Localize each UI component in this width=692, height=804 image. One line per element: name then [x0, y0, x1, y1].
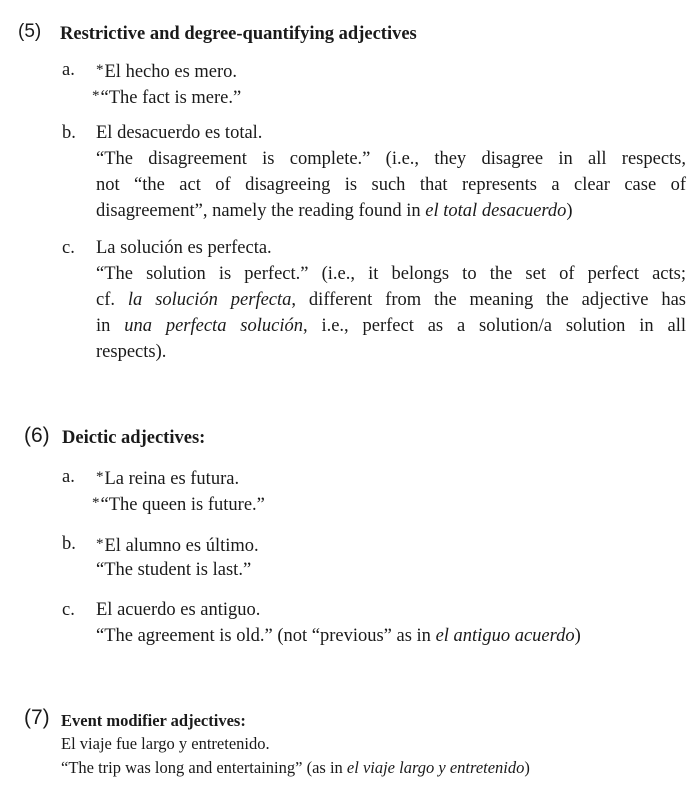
ungrammatical-star: *	[96, 469, 104, 485]
item-5c-line-2: “The solution is perfect.” (i.e., it belongs to the set of perfect acts;	[96, 264, 686, 284]
item-label-6b: b.	[62, 534, 76, 554]
example-heading-6: Deictic adjectives:	[62, 428, 206, 448]
item-6c-line-1: El acuerdo es antiguo.	[96, 600, 261, 620]
example-number-7: (7)	[24, 706, 50, 729]
item-5b-line-1: El desacuerdo es total.	[96, 123, 263, 143]
item-5a-line-2: *“The fact is mere.”	[92, 88, 242, 108]
ungrammatical-star: *	[96, 536, 104, 552]
item-5b-line-3: not “the act of disagreeing is such that represents a clear case of	[96, 175, 686, 195]
item-5c-line-5: respects).	[96, 342, 167, 362]
item-6b-line-1: *El alumno es último.	[96, 536, 259, 556]
item-6b-line-2: “The student is last.”	[96, 560, 252, 580]
example-heading-7: Event modifier adjectives:	[61, 711, 246, 730]
item-label-5a: a.	[62, 60, 75, 80]
item-6c-line-2: “The agreement is old.” (not “previous” as in el antiguo acuerdo)	[96, 626, 581, 646]
item-label-5c: c.	[62, 238, 75, 258]
example-number-6: (6)	[24, 424, 50, 447]
item-5b-line-2: “The disagreement is complete.” (i.e., they disagree in all respects,	[96, 149, 686, 169]
ungrammatical-star: *	[92, 495, 100, 511]
item-6a-line-2: *“The queen is future.”	[92, 495, 265, 515]
item-label-6c: c.	[62, 600, 75, 620]
item-5c-line-3: cf. la solución perfecta, different from the meaning the adjective has	[96, 290, 686, 310]
ungrammatical-star: *	[96, 62, 104, 78]
example-heading-5: Restrictive and degree-quantifying adjectives	[60, 24, 417, 44]
item-5a-line-1: *El hecho es mero.	[96, 62, 238, 82]
example-number-5: (5)	[18, 21, 42, 42]
example-7-line-2: “The trip was long and entertaining” (as in el viaje largo y entretenido)	[61, 758, 530, 777]
item-5c-line-4: in una perfecta solución, i.e., perfect as a solution/a solution in all	[96, 316, 686, 336]
ungrammatical-star: *	[92, 88, 100, 104]
item-5c-line-1: La solución es perfecta.	[96, 238, 272, 258]
item-label-6a: a.	[62, 467, 75, 487]
item-6a-line-1: *La reina es futura.	[96, 469, 240, 489]
example-7-line-1: El viaje fue largo y entretenido.	[61, 734, 270, 753]
item-5b-line-4: disagreement”, namely the reading found in el total desacuerdo)	[96, 201, 573, 221]
item-label-5b: b.	[62, 123, 76, 143]
